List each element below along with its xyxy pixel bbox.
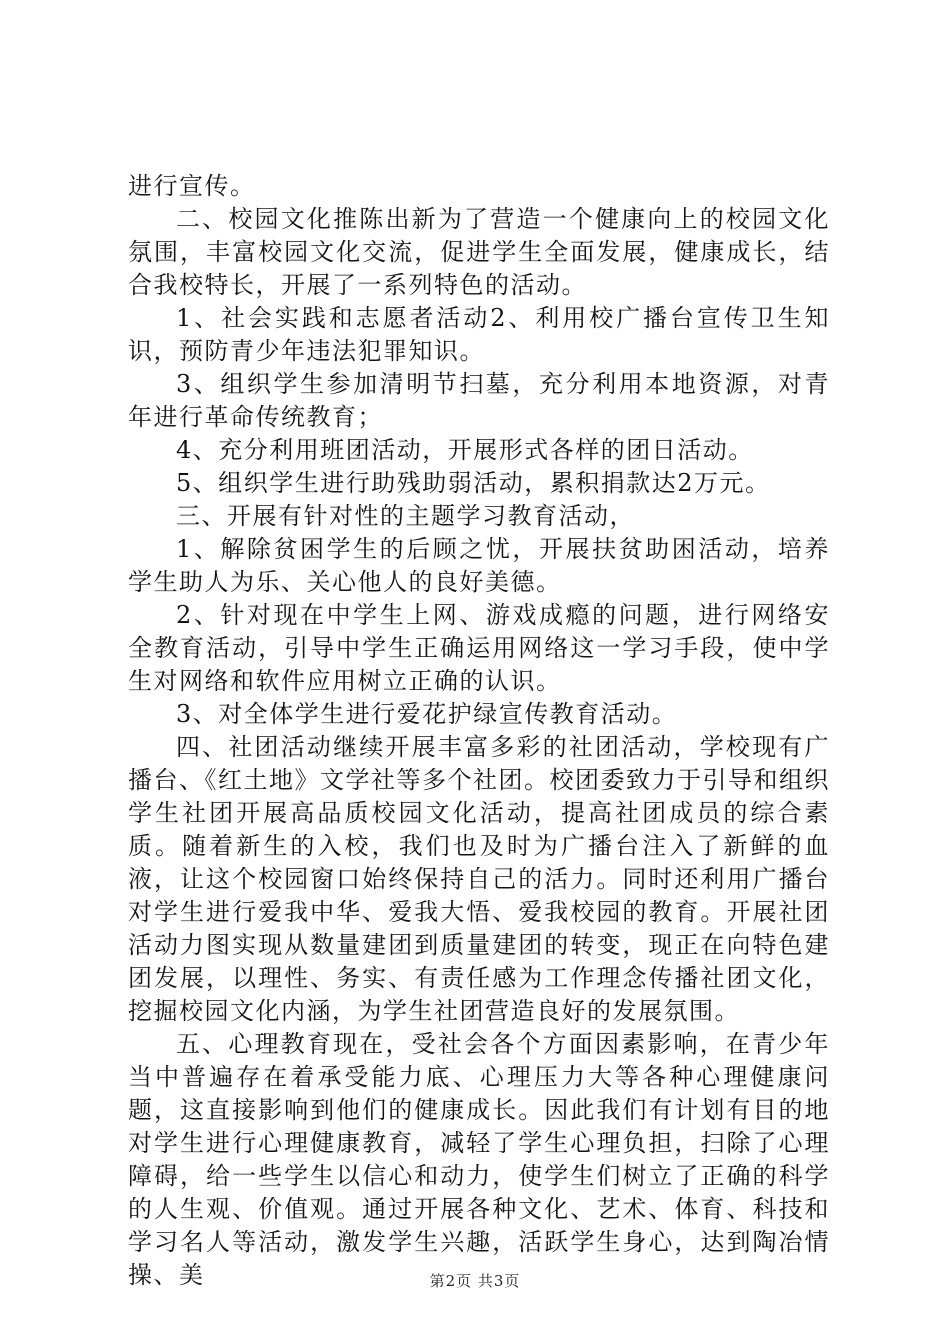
paragraph: 3、对全体学生进行爱花护绿宣传教育活动。: [176, 700, 678, 728]
paragraph: 二、校园文化推陈出新为了营造一个健康向上的校园文化氛围，丰富校园文化交流，促进学生全面发展，健康成长，结合我校特长，开展了一系列特色的活动。: [128, 205, 830, 299]
paragraph: 4、充分利用班团活动，开展形式各样的团日活动。: [176, 436, 754, 464]
paragraph: 进行宣传。: [128, 172, 256, 200]
page-number-footer: 第2页 共3页: [429, 1272, 521, 1290]
paragraph: 1、解除贫困学生的后顾之忧，开展扶贫助困活动，培养学生助人为乐、关心他人的良好美德。: [128, 535, 830, 596]
document-body: [128, 170, 830, 1292]
paragraph: 3、组织学生参加清明节扫墓，充分利用本地资源，对青年进行革命传统教育；: [128, 370, 830, 431]
paragraph: 1、社会实践和志愿者活动2、利用校广播台宣传卫生知识，预防青少年违法犯罪知识。: [128, 304, 830, 365]
paragraph: 四、社团活动继续开展丰富多彩的社团活动，学校现有广播台、《红土地》文学社等多个社团。校团委致力于引导和组织学生社团开展高品质校园文化活动，提高社团成员的综合素质。随着新生的入校，我们也及时为广播台注入了新鲜的血液，让这个校园窗口始终保持自己的活力。同时还利用广播台对学生进行爱我中华、爱我大悟、爱我校园的教育。开展社团活动力图实现从数量建团到质量建团的转变，现正在向特色建团发展，以理性、务实、有责任感为工作理念传播社团文化，挖掘校园文化内涵，为学生社团营造良好的发展氛围。: [128, 733, 830, 1025]
paragraph: 三、开展有针对性的主题学习教育活动，: [176, 502, 635, 530]
paragraph: 5、组织学生进行助残助弱活动，累积捐款达2万元。: [176, 469, 771, 497]
paragraph: 2、针对现在中学生上网、游戏成瘾的问题，进行网络安全教育活动，引导中学生正确运用网络这一学习手段，使中学生对网络和软件应用树立正确的认识。: [128, 601, 830, 695]
paragraph: 五、心理教育现在，受社会各个方面因素影响，在青少年当中普遍存在着承受能力底、心理压力大等各种心理健康问题，这直接影响到他们的健康成长。因此我们有计划有目的地对学生进行心理健康教育，减轻了学生心理负担，扫除了心理障碍，给一些学生以信心和动力，使学生们树立了正确的科学的人生观、价值观。通过开展各种文化、艺术、体育、科技和学习名人等活动，激发学生兴趣，活跃学生身心，达到陶冶情操、美: [128, 1030, 830, 1289]
